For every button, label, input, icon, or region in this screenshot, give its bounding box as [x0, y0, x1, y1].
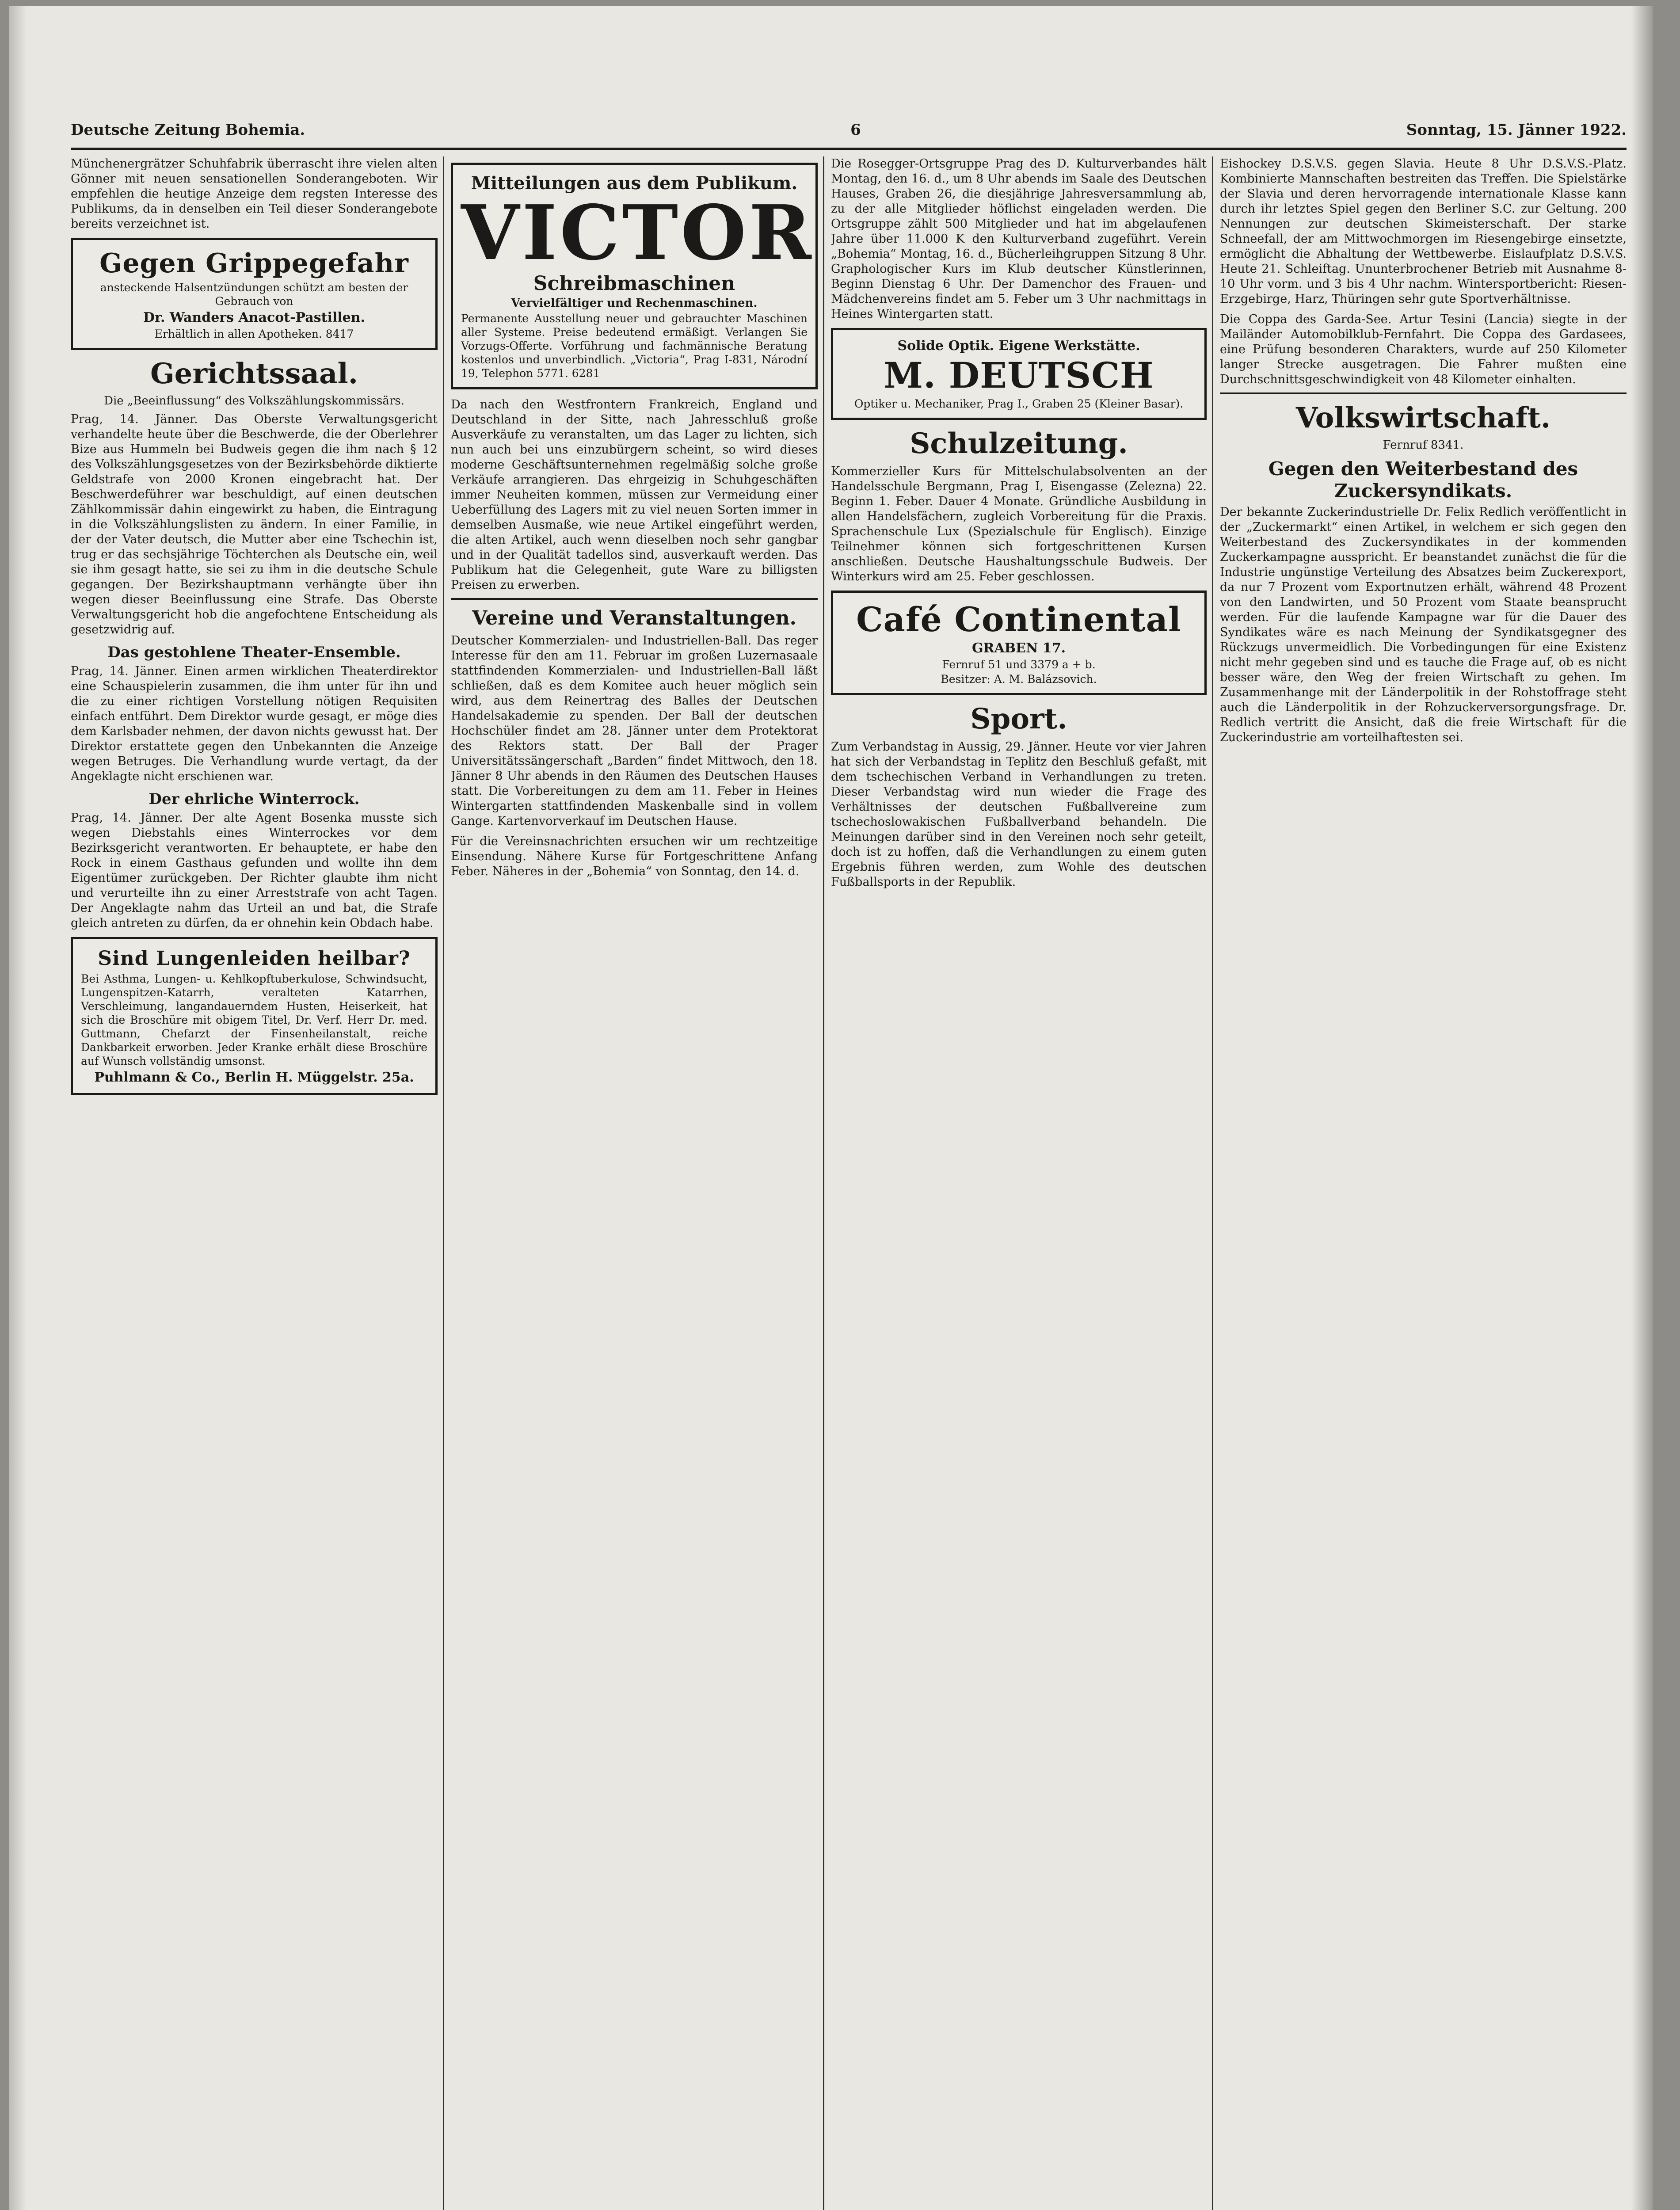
volkswirtschaft-code: Fernruf 8341. — [1383, 438, 1464, 452]
victor-ad-brand: VICTOR — [461, 189, 814, 277]
cafe-ad-owner: Besitzer: A. M. Balázsovich. — [941, 673, 1097, 686]
cafe-ad-name: Café Continental — [856, 600, 1181, 639]
victor-ad-line2: Vervielfältiger und Rechenmaschinen. — [511, 297, 758, 310]
coppa-text: Die Coppa des Garda-See. Artur Tesini (Lancia) siegte in der Mailänder Automobilklub-Fernfahrt. Die Coppa des Gardasees, eine Prüfung besonderen Charakters, wurde auf 250 Kilometer langer Strecke ausgetragen. Die Fahrer mußten eine Durchschnittsgeschwindigkeit von 48 Kilometer einhalten. — [1220, 312, 1627, 386]
header-date: Sonntag, 15. Jänner 1922. — [1406, 121, 1627, 139]
winterrock-heading: Der ehrliche Winterrock. — [149, 790, 360, 808]
volkswirtschaft-heading: Volkswirtschaft. — [1295, 401, 1551, 434]
optik-advertisement — [831, 328, 1207, 420]
victor-ad-line1: Schreibmaschinen — [533, 272, 735, 295]
cafe-advertisement — [831, 591, 1207, 695]
winterrock-text: Prag, 14. Jänner. Der alte Agent Bosenka musste sich wegen Diebstahls eines Winterrockes vor dem Bezirksgericht verantworten. Er behauptete, er habe den Rock in einem Gasthaus gefunden und wollte ihn dem Eigentümer zurückgeben. Der Richter glaubte ihm nicht und verurteilte ihn zu einer Arreststrafe von acht Tagen. Der Angeklagte nahm das Urteil an und bat, die Strafe gleich antreten zu dürfen, da er ohnehin kein Obdach habe. — [71, 811, 438, 930]
grippe-ad-text: ansteckende Halsentzündungen schützt am besten der Gebrauch von — [100, 281, 408, 308]
col4-top-text: Eishockey D.S.V.S. gegen Slavia. Heute 8 Uhr D.S.V.S.-Platz. Kombinierte Mannschaften bestreiten das Treffen. Die Spielstärke der Slavia und deren hervorragende internationale Klasse kann durch ihr letztes Spiel gegen den Berliner S.C. zur Geltung. 200 Nennungen zur deutschen Skimeisterschaft. Der starke Schneefall, der am Mittwochmorgen im Riesengebirge einsetzte, ermöglicht die Abhaltung der Wettbewerbe. Eislaufplatz D.S.V.S. Heute 21. Schleiftag. Ununterbrochener Betrieb mit Ausnahme 8-10 Uhr vorm. und 3 bis 4 Uhr nachm. Wintersportbericht: Riesen-Erzgebirge, Harz, Thüringen sehr gute Sportverhältnisse. — [1220, 157, 1627, 306]
lungen-ad-text: Bei Asthma, Lungen- u. Kehlkopftuberkulose, Schwindsucht, Lungenspitzen-Katarrh, veralteten Katarrhen, Verschleimung, langandauerndem Husten, Heiserkeit, hat sich die Broschüre mit obigem Titel, Dr. Verf. Herr Dr. med. Guttmann, Chefarzt der Finsenheilanstalt, reiche Dankbarkeit erworben. Jeder Kranke erhält diese Broschüre auf Wunsch vollständig umsonst. — [81, 972, 427, 1067]
theater-text: Prag, 14. Jänner. Einen armen wirklichen Theaterdirektor eine Schauspielerin zusammen, die ihm unter für ihn und die zu einer richtigen Vorstellung nötigen Requisiten einfach entführt. Dem Direktor wurde gesagt, er möge dies dem Karlsbader nehmen, der davon nichts gewusst hat. Der Direktor erstattete gegen den Unbekannten die Anzeige wegen Betruges. Die Verhandlung wurde vertagt, da der Angeklagte nicht erschienen war. — [71, 664, 438, 783]
lungen-ad-footer: Puhlmann & Co., Berlin H. Müggelstr. 25a. — [94, 1070, 414, 1085]
publikum-text: Da nach den Westfrontern Frankreich, England und Deutschland in der Sitte, nach Jahresschluß große Ausverkäufe zu veranstalten, um das Lager zu lichten, sich nun auch bei uns einzubürgern scheint, so wird dieses moderne Geschäftsunternehmen regelmäßig solche große Verkäufe arrangieren. Das ehrgeizig in Schuhgeschäften immer Neuheiten kommen, müssen zur Vermeidung einer Ueberfüllung des Lagers mit zu viel neuen Sorten immer in demselben Ausmaße, wie neue Artikel eingeführt werden, die alten Artikel, auch wenn dieselben noch sehr gangbar und in der Qualität tadellos sind, ausverkauft werden. Das Publikum hat die Gelegenheit, gute Ware zu billigsten Preisen zu erwerben. — [451, 398, 818, 592]
gerichtssaal-text: Prag, 14. Jänner. Das Oberste Verwaltungsgericht verhandelte heute über die Beschwerde, die der Oberlehrer Bize aus Hummeln bei Budweis gegen die ihm nach § 12 des Volkszählungsgesetzes von der Bezirksbehörde diktierte Geldstrafe von 2000 Kronen eingebracht hat. Der Beschwerdeführer war beschuldigt, auf einen deutschen Zählkommissär dahin eingewirkt zu haben, die Eintragung in die Volkszählungslisten zu ändern. In einer Familie, in der der Vater deutsch, die Mutter aber eine Tschechin ist, trug er das sechsjährige Töchterchen als Deutsche ein, weil sie ihm gesagt hatte, sie sei zu ihm in die deutsche Schule gegangen. Der Bezirkshauptmann verhängte über ihn wegen dieser Beeinflussung eine Strafe. Das Oberste Verwaltungsgericht hob die angefochtene Entscheidung als gesetzwidrig auf. — [71, 412, 438, 636]
gerichtssaal-heading: Gerichtssaal. — [150, 357, 358, 390]
zucker-heading: Gegen den Weiterbestand des Zuckersyndikats. — [1268, 458, 1578, 502]
column-divider-1 — [443, 156, 444, 2210]
theater-heading: Das gestohlene Theater-Ensemble. — [107, 644, 401, 661]
optik-ad-name: M. DEUTSCH — [884, 354, 1154, 396]
cafe-ad-address: GRABEN 17. — [971, 640, 1066, 656]
intro-text: Münchenergrätzer Schuhfabrik überrascht ihre vielen alten Gönner mit neuen sensationellen Sonderangeboten. Wir empfehlen die heutige Anzeige dem regsten Interesse des Publikums, da in denselben ein Teil dieser Sonderangebote bereits verzeichnet ist. — [71, 157, 438, 231]
cafe-ad-phone: Fernruf 51 und 3379 a + b. — [942, 658, 1096, 671]
col3-top-text: Die Rosegger-Ortsgruppe Prag des D. Kulturverbandes hält Montag, den 16. d., um 8 Uhr abends im Saale des Deutschen Hauses, Graben 26, die diesjährige Jahresversammlung ab, zu der alle Mitglieder höflichst eingeladen werden. Die Ortsgruppe zählt 500 Mitglieder und hat im abgelaufenen Jahre über 11.000 K den Kulturverband zugeführt. Verein „Bohemia“ Montag, 16. d., Bücherleihgruppen Sitzung 8 Uhr. Graphologischer Kurs im Klub deutscher Künstlerinnen, Beginn Dienstag 6 Uhr. Der Damenchor des Frauen- und Mädchenvereins findet am 5. Feber um 3 Uhr nachmittags in Heines Wintergarten statt. — [831, 157, 1207, 321]
page-header — [71, 117, 1627, 143]
sport-text: Zum Verbandstag in Aussig, 29. Jänner. Heute vor vier Jahren hat sich der Verbandstag in Teplitz den Beschluß gefaßt, mit dem tschechischen Verband in Verhandlungen zu treten. Dieser Verbandstag wird nun wieder die Frage des Verhältnisses der deutschen Fußballvereine zum tschechoslowakischen Fußballverband behandeln. Die Meinungen darüber sind in den Vereinen noch sehr geteilt, doch ist zu hoffen, daß die Verhandlungen zu einem guten Ergebnis führen werden, zum Wohle des deutschen Fußballsports in der Republik. — [831, 740, 1207, 889]
grippe-ad-product: Dr. Wanders Anacot-Pastillen. — [143, 310, 366, 325]
header-rule — [71, 148, 1627, 150]
schulzeitung-text: Kommerzieller Kurs für Mittelschulabsolventen an der Handelsschule Bergmann, Prag I, Eisengasse (Zelezna) 22. Beginn 1. Feber. Dauer 4 Monate. Gründliche Ausbildung in allen Handelsfächern, zugleich Vorbereitung für die Praxis. Sprachenschule Lux (Spezialschule für Englisch). Einzige Teilnehmer können sich fortgeschrittenen Kursen anschließen. Deutsche Haushaltungsschule Budweis. Der Winterkurs wird am 25. Feber geschlossen. — [831, 465, 1207, 583]
grippe-advertisement — [71, 238, 438, 350]
vereine-heading: Vereine und Veranstaltungen. — [472, 607, 796, 629]
newspaper-page — [9, 6, 1653, 2210]
grippe-ad-footer: Erhältlich in allen Apotheken. 8417 — [154, 328, 354, 340]
grippe-ad-title: Gegen Grippegefahr — [99, 248, 409, 279]
header-paper-name: Deutsche Zeitung Bohemia. — [71, 121, 305, 139]
column-divider-2 — [823, 156, 824, 2210]
victor-ad-text: Permanente Ausstellung neuer und gebrauchter Maschinen aller Systeme. Preise bedeutend ermäßigt. Verlangen Sie Vorzugs-Offerte. Vorführung und fachmännische Beratung kostenlos und unverbindlich. „Victoria“, Prag I-831, Národní 19, Telephon 5771. 6281 — [461, 312, 808, 380]
lungen-advertisement — [71, 937, 438, 1095]
column-2 — [451, 156, 818, 2210]
victor-advertisement — [451, 163, 818, 389]
volkswirtschaft-divider — [1220, 392, 1627, 394]
optik-ad-top: Solide Optik. Eigene Werkstätte. — [897, 338, 1140, 354]
zucker-text: Der bekannte Zuckerindustrielle Dr. Felix Redlich veröffentlicht in der „Zuckermarkt“ einen Artikel, in welchem er sich gegen den Weiterbestand des Zuckersyndikates in der kommenden Zuckerkampagne ausspricht. Er beanstandet zunächst die für die Industrie ungünstige Verteilung des Absatzes beim Zuckerexport, da nur 7 Prozent vom Exportnutzen erhält, während 48 Prozent von den Landwirten, und 50 Prozent vom Staate beansprucht werden. Für die laufende Kampagne war für die Dauer des Syndikates wäre es nach Meinung der Syndikatsgegner des Rückzugs unvermeidlich. Die Vorbedingungen für eine Existenz nicht mehr gegeben sind und es tauche die Frage auf, ob es nicht besser wäre, den Weg der freien Wirtschaft zu gehen. Im Zusammenhange mit der Länderpolitik in der Rohstoffrage steht auch die Länderpolitik in der Rohzuckerversorgungsfrage. Dr. Redlich vertritt die Ansicht, daß die freie Wirtschaft für die Zuckerindustrie am vorteilhaftesten sei. — [1220, 505, 1627, 744]
column-4 — [1220, 156, 1627, 2210]
column-divider-3 — [1212, 156, 1213, 2210]
column-3 — [831, 156, 1207, 2210]
lungen-ad-title: Sind Lungenleiden heilbar? — [98, 947, 411, 970]
gerichtssaal-subtitle: Die „Beeinflussung“ des Volkszählungskommissärs. — [104, 394, 404, 408]
header-page-number: 6 — [850, 121, 861, 139]
victor-ad-top: Mitteilungen aus dem Publikum. — [471, 173, 798, 194]
optik-ad-sub: Optiker u. Mechaniker, Prag I., Graben 25 (Kleiner Basar). — [854, 397, 1184, 410]
vereine-footer: Für die Vereinsnachrichten ersuchen wir um rechtzeitige Einsendung. Nähere Kurse für Fortgeschrittene Anfang Feber. Näheres in der „Bohemia“ von Sonntag, den 14. d. — [451, 834, 818, 878]
vereine-text: Deutscher Kommerzialen- und Industriellen-Ball. Das reger Interesse für den am 11. Februar im großen Luzernasaale stattfindenden Kommerzialen- und Industriellen-Ball läßt schließen, daß es dem Komitee auch heuer möglich sein wird, aus dem Reinertrag des Balles der Deutschen Handelsakademie zu spenden. Der Ball der deutschen Hochschüler findet am 28. Jänner unter dem Protektorat des Rektors statt. Der Ball der Prager Universitätssängerschaft „Barden“ findet Mittwoch, den 18. Jänner 8 Uhr abends in den Räumen des Deutschen Hauses statt. Die Vorbereitungen zu dem am 11. Feber in Heines Wintergarten stattfindenden Maskenballe sind in vollem Gange. Kartenvorverkauf im Deutschen Hause. — [451, 634, 818, 828]
schulzeitung-heading: Schulzeitung. — [910, 427, 1128, 460]
section-divider — [451, 598, 818, 600]
column-1 — [71, 156, 438, 2210]
sport-heading: Sport. — [970, 702, 1067, 735]
